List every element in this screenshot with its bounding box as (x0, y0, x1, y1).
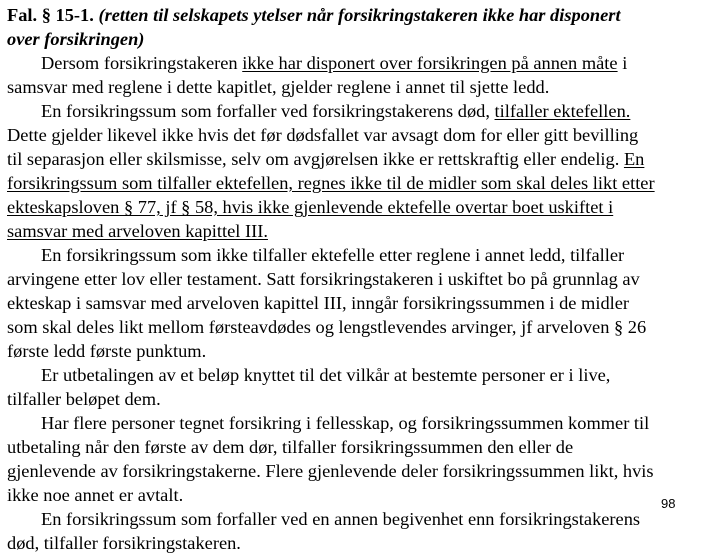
text-segment: utbetaling når den første av dem dør, tilfaller forsikringssummen den eller de (7, 437, 574, 457)
text-line (7, 219, 268, 243)
text-line (7, 363, 610, 387)
text-segment: samsvar med reglene i dette kapitlet, gjelder reglene i annet til sjette ledd. (7, 77, 550, 97)
underlined-text: forsikringssum som tilfaller ektefellen, regnes ikke til de midler som skal deles likt etter (7, 173, 655, 193)
text-segment: En forsikringssum som forfaller ved en annen begivenhet enn forsikringstakerens (41, 509, 641, 529)
text-line (7, 147, 644, 171)
text-line (7, 459, 654, 483)
text-segment: gjenlevende av forsikringstakerne. Flere gjenlevende deler forsikringssummen likt, hvis (7, 461, 654, 481)
text-segment: ikke noe annet er avtalt. (7, 485, 184, 505)
text-line (7, 483, 183, 507)
text-line (7, 75, 549, 99)
text-segment: som skal deles likt mellom førsteavdødes og lengstlevendes arvinger, jf arveloven § 26 (7, 317, 647, 337)
text-line (7, 195, 613, 219)
text-segment: tilfaller beløpet dem. (7, 389, 161, 409)
text-line (7, 435, 573, 459)
text-line (7, 267, 640, 291)
section-heading (7, 3, 621, 27)
text-segment: Dersom forsikringstakeren (41, 53, 243, 73)
text-line (7, 411, 649, 435)
text-line (7, 99, 630, 123)
underlined-text: samsvar med arveloven kapittel III. (7, 221, 268, 241)
text-segment: En forsikringssum som forfaller ved forsikringstakerens død, (41, 101, 495, 121)
text-segment: død, tilfaller forsikringstakeren. (7, 533, 241, 553)
text-line (7, 507, 640, 531)
text-line (7, 531, 241, 555)
text-segment: i (617, 53, 628, 73)
text-segment: Har flere personer tegnet forsikring i fellesskap, og forsikringssummen kommer til (41, 413, 650, 433)
section-label: Fal. § 15-1. (7, 5, 94, 25)
text-line (7, 123, 638, 147)
text-line (7, 51, 627, 75)
underlined-text: tilfaller ektefellen. (494, 101, 631, 121)
text-segment: første ledd første punktum. (7, 341, 207, 361)
text-line (7, 243, 624, 267)
text-line (7, 171, 655, 195)
text-line (7, 315, 646, 339)
underlined-text: ekteskapsloven § 77, jf § 58, hvis ikke gjenlevende ektefelle overtar boet uskiftet i (7, 197, 614, 217)
underlined-text: En (623, 149, 645, 169)
text-segment: til separasjon eller skilsmisse, selv om avgjørelsen ikke er rettskraftig eller endelig. (7, 149, 624, 169)
text-segment: Er utbetalingen av et beløp knyttet til det vilkår at bestemte personer er i live, (41, 365, 611, 385)
text-segment: En forsikringssum som ikke tilfaller ektefelle etter reglene i annet ledd, tilfaller (41, 245, 625, 265)
text-line (7, 291, 629, 315)
text-segment: ekteskap i samsvar med arveloven kapittel III, inngår forsikringssummen i de midler (7, 293, 630, 313)
text-line (7, 339, 206, 363)
section-title-part1: (retten til selskapets ytelser når forsikringstakeren ikke har disponert (98, 5, 621, 25)
page-number: 98 (661, 496, 676, 511)
section-title-part2: over forsikringen) (7, 29, 145, 49)
text-segment: Dette gjelder likevel ikke hvis det før dødsfallet var avsagt dom for eller gitt bevilling (7, 125, 639, 145)
text-segment: arvingene etter lov eller testament. Satt forsikringstakeren i uskiftet bo på grunnlag av (7, 269, 640, 289)
underlined-text: ikke har disponert over forsikringen på annen måte (242, 53, 618, 73)
text-line (7, 387, 161, 411)
